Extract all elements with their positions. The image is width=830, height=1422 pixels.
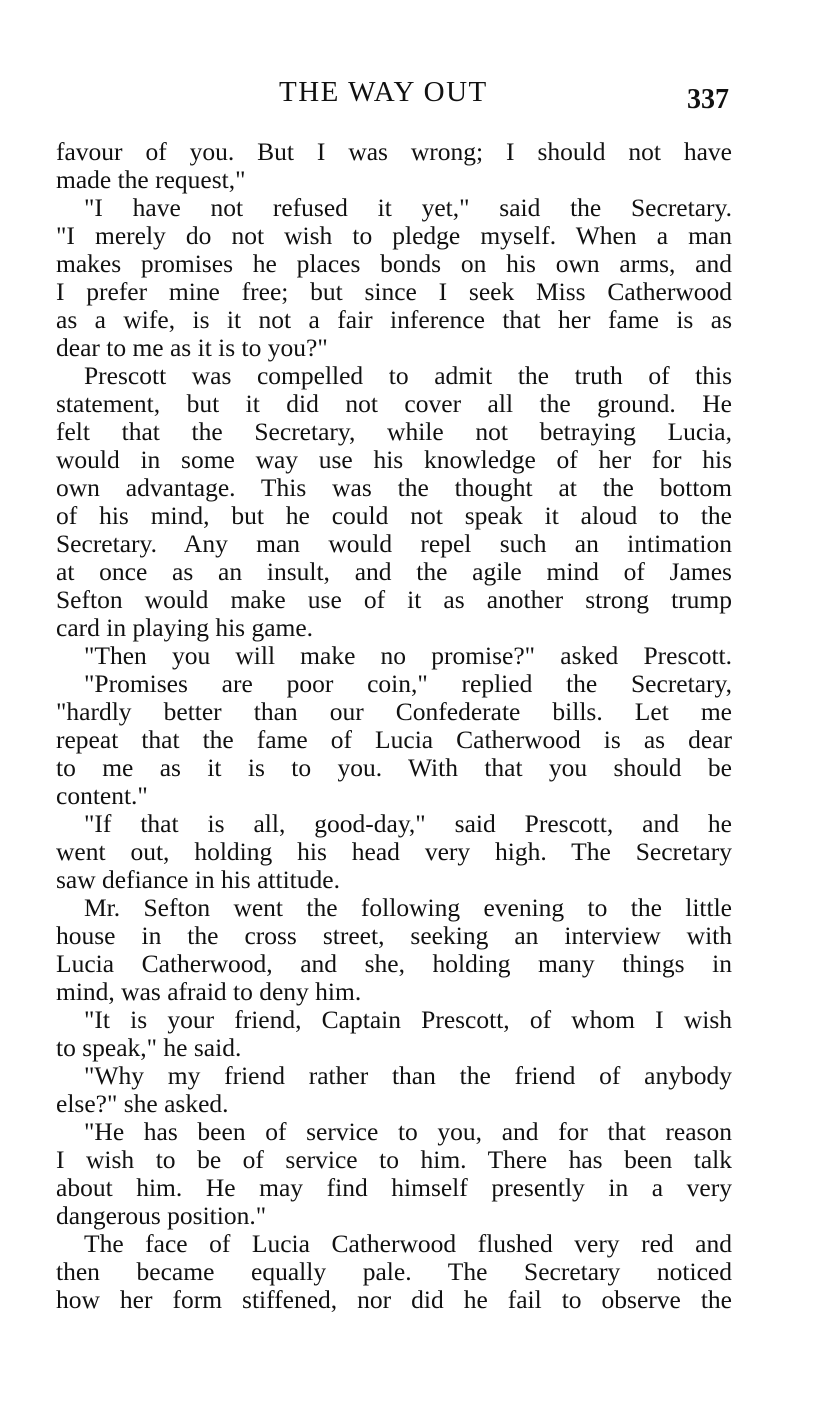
text-line: "It is your friend, Captain Prescott, of whom I wish xyxy=(84,1005,732,1034)
text-line: then became equally pale. The Secretary noticed xyxy=(56,1257,732,1286)
text-line: I prefer mine free; but since I seek Miss Catherwood xyxy=(56,277,732,306)
text-line: went out, holding his head very high. The Secretary xyxy=(56,837,732,866)
text-line: "I merely do not wish to pledge myself. When a man xyxy=(56,221,732,250)
text-line: dear to me as it is to you?" xyxy=(56,333,328,362)
text-line: Lucia Catherwood, and she, holding many things in xyxy=(56,949,732,978)
chapter-title: THE WAY OUT xyxy=(279,76,488,108)
body-text xyxy=(56,138,732,1314)
text-line: would in some way use his knowledge of her for his xyxy=(56,445,732,474)
text-line: "If that is all, good-day," said Prescott, and he xyxy=(84,809,732,838)
text-line: favour of you. But I was wrong; I should not have xyxy=(56,137,732,166)
text-line: Sefton would make use of it as another strong trump xyxy=(56,585,732,614)
text-line: to speak," he said. xyxy=(56,1033,242,1062)
text-line: "hardly better than our Confederate bills. Let me xyxy=(56,697,732,726)
text-line: to me as it is to you. With that you should be xyxy=(56,753,732,782)
text-line: "Promises are poor coin," replied the Secretary, xyxy=(84,669,732,698)
text-line: makes promises he places bonds on his own arms, and xyxy=(56,249,732,278)
text-line: "I have not refused it yet," said the Secretary. xyxy=(84,193,732,222)
text-line: content." xyxy=(56,781,148,810)
text-line: repeat that the fame of Lucia Catherwood is as dear xyxy=(56,725,732,754)
page-number: 337 xyxy=(687,84,729,115)
text-line: mind, was afraid to deny him. xyxy=(56,977,362,1006)
text-line: card in playing his game. xyxy=(56,613,314,642)
text-line: dangerous position." xyxy=(56,1201,267,1230)
text-line: Secretary. Any man would repel such an intimation xyxy=(56,529,732,558)
text-line: saw defiance in his attitude. xyxy=(56,865,340,894)
running-head xyxy=(0,72,830,115)
text-line: Prescott was compelled to admit the truth of this xyxy=(84,361,732,390)
text-line: else?" she asked. xyxy=(56,1089,229,1118)
text-line: at once as an insult, and the agile mind of James xyxy=(56,557,732,586)
text-line: how her form stiffened, nor did he fail to observe the xyxy=(56,1285,732,1314)
text-line: The face of Lucia Catherwood flushed very red and xyxy=(84,1229,732,1258)
text-line: made the request," xyxy=(56,165,246,194)
text-line: "Why my friend rather than the friend of anybody xyxy=(84,1061,732,1090)
text-line: "He has been of service to you, and for that reason xyxy=(84,1117,732,1146)
text-line: as a wife, is it not a fair inference that her fame is as xyxy=(56,305,732,334)
text-line: felt that the Secretary, while not betraying Lucia, xyxy=(56,417,732,446)
text-line: own advantage. This was the thought at the bottom xyxy=(56,473,732,502)
text-line: about him. He may find himself presently in a very xyxy=(56,1173,732,1202)
text-line: I wish to be of service to him. There has been talk xyxy=(56,1145,732,1174)
text-line: statement, but it did not cover all the ground. He xyxy=(56,389,732,418)
text-line: of his mind, but he could not speak it aloud to the xyxy=(56,501,732,530)
text-line: house in the cross street, seeking an interview with xyxy=(56,921,732,950)
text-line: Mr. Sefton went the following evening to the little xyxy=(84,893,732,922)
text-line: "Then you will make no promise?" asked Prescott. xyxy=(84,641,732,670)
